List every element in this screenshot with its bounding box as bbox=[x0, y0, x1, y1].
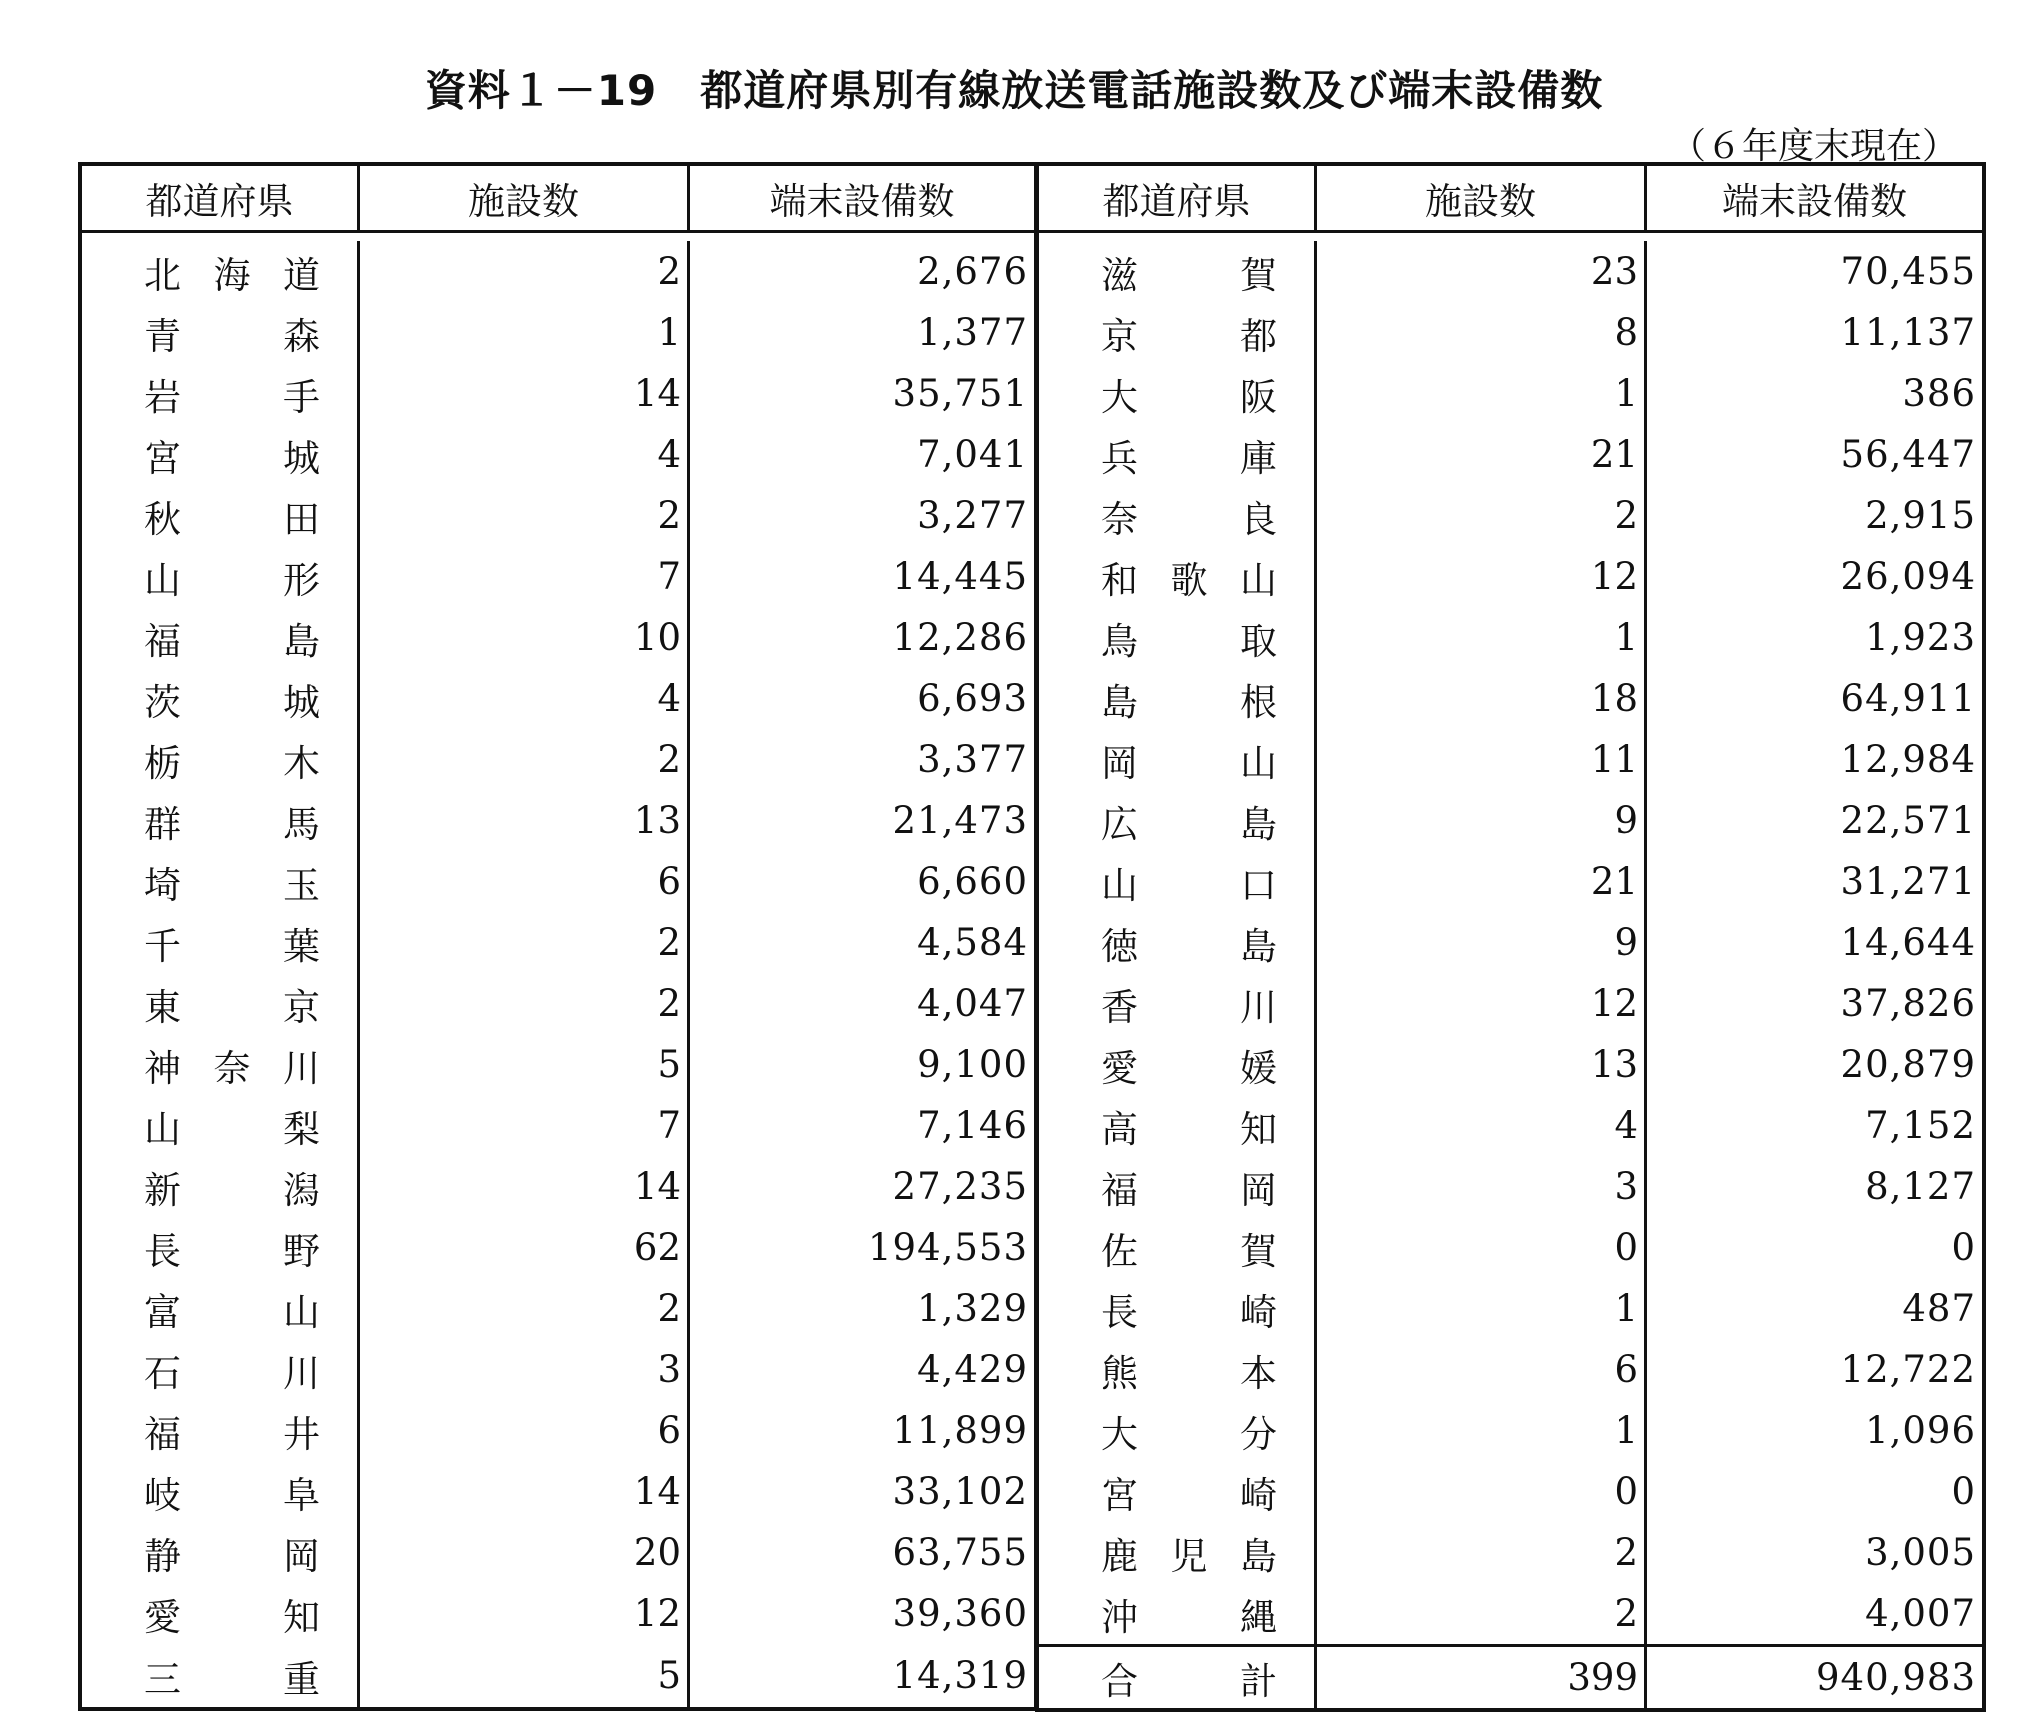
facilities-cell: 0 bbox=[1317, 1461, 1647, 1522]
terminals-cell: 1,923 bbox=[1865, 616, 1976, 659]
prefecture-cell bbox=[82, 607, 360, 668]
facilities-cell: 4 bbox=[1317, 1095, 1647, 1156]
table-row bbox=[82, 1644, 1034, 1707]
facilities-cell: 2 bbox=[360, 485, 690, 546]
prefecture-cell bbox=[1039, 973, 1317, 1034]
prefecture-cell bbox=[82, 912, 360, 973]
prefecture-cell bbox=[82, 363, 360, 424]
table-row bbox=[82, 607, 1034, 668]
prefecture-cell bbox=[1039, 241, 1317, 302]
prefecture-name: 岡山 bbox=[1101, 741, 1277, 785]
table-row bbox=[82, 1522, 1034, 1583]
table-row bbox=[1039, 424, 1982, 485]
prefecture-name: 佐賀 bbox=[1101, 1229, 1277, 1273]
facilities-cell: 5 bbox=[360, 1034, 690, 1095]
facilities-cell: 1 bbox=[360, 302, 690, 363]
facilities-cell: 13 bbox=[360, 790, 690, 851]
table-row bbox=[1039, 1095, 1982, 1156]
prefecture-cell bbox=[1039, 1217, 1317, 1278]
facilities-cell: 2 bbox=[360, 973, 690, 1034]
header-terminals: 端末設備数 bbox=[1722, 180, 1907, 223]
terminals-cell: 70,455 bbox=[1840, 250, 1976, 293]
prefecture-cell bbox=[82, 1095, 360, 1156]
prefecture-cell bbox=[1039, 607, 1317, 668]
prefecture-name: 大分 bbox=[1101, 1412, 1277, 1456]
total-facilities: 399 bbox=[1317, 1647, 1647, 1708]
total-row bbox=[1039, 1644, 1982, 1708]
terminals-cell: 4,047 bbox=[917, 982, 1028, 1025]
prefecture-name: 香川 bbox=[1101, 985, 1277, 1029]
table-row bbox=[1039, 1339, 1982, 1400]
table-row bbox=[82, 1217, 1034, 1278]
table-row bbox=[82, 729, 1034, 790]
prefecture-name: 大阪 bbox=[1101, 375, 1277, 419]
facilities-cell: 14 bbox=[360, 1156, 690, 1217]
table-row bbox=[1039, 546, 1982, 607]
facilities-cell: 6 bbox=[1317, 1339, 1647, 1400]
prefecture-name: 埼玉 bbox=[144, 863, 320, 907]
prefecture-cell bbox=[1039, 1278, 1317, 1339]
prefecture-cell bbox=[1039, 729, 1317, 790]
table-row bbox=[1039, 1034, 1982, 1095]
facilities-cell: 0 bbox=[1317, 1217, 1647, 1278]
prefecture-cell bbox=[82, 485, 360, 546]
prefecture-cell bbox=[1039, 485, 1317, 546]
prefecture-cell bbox=[1039, 1339, 1317, 1400]
prefecture-name: 神奈川 bbox=[144, 1046, 320, 1090]
terminals-cell: 6,660 bbox=[917, 860, 1028, 903]
prefecture-cell bbox=[82, 302, 360, 363]
facilities-cell: 12 bbox=[1317, 546, 1647, 607]
table-row bbox=[82, 1461, 1034, 1522]
prefecture-name: 東京 bbox=[144, 985, 320, 1029]
terminals-cell: 1,377 bbox=[917, 311, 1028, 354]
table-row bbox=[1039, 1522, 1982, 1583]
table-row bbox=[82, 241, 1034, 302]
total-label-cell bbox=[1039, 1647, 1317, 1708]
table-row bbox=[82, 302, 1034, 363]
prefecture-name: 宮崎 bbox=[1101, 1473, 1277, 1517]
prefecture-name: 福井 bbox=[144, 1412, 320, 1456]
terminals-cell: 35,751 bbox=[892, 372, 1028, 415]
table-row bbox=[1039, 1461, 1982, 1522]
terminals-cell: 22,571 bbox=[1840, 799, 1976, 842]
table-row bbox=[1039, 363, 1982, 424]
prefecture-cell bbox=[1039, 1034, 1317, 1095]
facilities-cell: 20 bbox=[360, 1522, 690, 1583]
prefecture-cell bbox=[1039, 668, 1317, 729]
terminals-cell: 4,429 bbox=[917, 1348, 1028, 1391]
terminals-cell: 7,152 bbox=[1865, 1104, 1976, 1147]
facilities-cell: 2 bbox=[360, 241, 690, 302]
terminals-cell: 21,473 bbox=[892, 799, 1028, 842]
prefecture-cell bbox=[1039, 302, 1317, 363]
table-row bbox=[1039, 1217, 1982, 1278]
facilities-cell: 2 bbox=[1317, 1522, 1647, 1583]
table-row bbox=[1039, 790, 1982, 851]
table-row bbox=[82, 1583, 1034, 1644]
fiscal-year-note: （６年度末現在） bbox=[1669, 126, 1958, 167]
terminals-cell: 4,007 bbox=[1865, 1592, 1976, 1635]
terminals-cell: 14,644 bbox=[1840, 921, 1976, 964]
header-facilities: 施設数 bbox=[1317, 166, 1647, 230]
prefecture-cell bbox=[1039, 1583, 1317, 1644]
terminals-cell: 0 bbox=[1951, 1226, 1976, 1269]
table-row bbox=[1039, 1400, 1982, 1461]
header-terminals: 端末設備数 bbox=[769, 180, 955, 223]
table-row bbox=[82, 1156, 1034, 1217]
table-row bbox=[1039, 729, 1982, 790]
prefecture-name: 愛知 bbox=[144, 1595, 320, 1639]
facilities-cell: 23 bbox=[1317, 241, 1647, 302]
table-row bbox=[82, 912, 1034, 973]
terminals-cell: 39,360 bbox=[892, 1592, 1028, 1635]
prefecture-name: 青森 bbox=[144, 314, 320, 358]
prefecture-name: 宮城 bbox=[144, 436, 320, 480]
prefecture-name: 滋賀 bbox=[1101, 253, 1277, 297]
terminals-cell: 3,005 bbox=[1865, 1531, 1976, 1574]
prefecture-cell bbox=[1039, 1461, 1317, 1522]
terminals-cell: 8,127 bbox=[1865, 1165, 1976, 1208]
table-header bbox=[82, 166, 1034, 233]
terminals-cell: 27,235 bbox=[892, 1165, 1028, 1208]
prefecture-name: 新潟 bbox=[144, 1168, 320, 1212]
terminals-cell: 12,286 bbox=[892, 616, 1028, 659]
prefecture-name: 山形 bbox=[144, 558, 320, 602]
table-left bbox=[78, 162, 1038, 1711]
terminals-cell: 14,319 bbox=[892, 1654, 1028, 1697]
prefecture-cell bbox=[82, 1278, 360, 1339]
terminals-cell: 37,826 bbox=[1840, 982, 1976, 1025]
prefecture-cell bbox=[1039, 546, 1317, 607]
table-row bbox=[82, 424, 1034, 485]
terminals-cell: 194,553 bbox=[867, 1226, 1028, 1269]
terminals-cell: 7,041 bbox=[917, 433, 1028, 476]
table-row bbox=[1039, 1156, 1982, 1217]
facilities-cell: 2 bbox=[360, 1278, 690, 1339]
facilities-cell: 4 bbox=[360, 668, 690, 729]
prefecture-name: 富山 bbox=[144, 1290, 320, 1334]
facilities-cell: 2 bbox=[1317, 485, 1647, 546]
facilities-cell: 62 bbox=[360, 1217, 690, 1278]
prefecture-name: 愛媛 bbox=[1101, 1046, 1277, 1090]
facilities-cell: 18 bbox=[1317, 668, 1647, 729]
header-prefecture: 都道府県 bbox=[1039, 166, 1317, 230]
terminals-cell: 33,102 bbox=[892, 1470, 1028, 1513]
prefecture-cell bbox=[82, 790, 360, 851]
terminals-cell: 7,146 bbox=[917, 1104, 1028, 1147]
prefecture-name: 奈良 bbox=[1101, 497, 1277, 541]
terminals-cell: 12,984 bbox=[1840, 738, 1976, 781]
table-row bbox=[1039, 241, 1982, 302]
facilities-cell: 3 bbox=[1317, 1156, 1647, 1217]
facilities-cell: 6 bbox=[360, 851, 690, 912]
table-row bbox=[82, 485, 1034, 546]
facilities-cell: 21 bbox=[1317, 851, 1647, 912]
table-header bbox=[1039, 166, 1982, 233]
terminals-cell: 1,329 bbox=[917, 1287, 1028, 1330]
terminals-cell: 64,911 bbox=[1840, 677, 1976, 720]
table-row bbox=[82, 363, 1034, 424]
terminals-cell: 12,722 bbox=[1840, 1348, 1976, 1391]
header-facilities: 施設数 bbox=[360, 166, 690, 230]
prefecture-cell bbox=[1039, 912, 1317, 973]
prefecture-cell bbox=[82, 1461, 360, 1522]
table-row bbox=[1039, 485, 1982, 546]
prefecture-cell bbox=[82, 851, 360, 912]
total-terminals: 940,983 bbox=[1815, 1656, 1976, 1699]
terminals-cell: 56,447 bbox=[1840, 433, 1976, 476]
prefecture-cell bbox=[82, 668, 360, 729]
prefecture-name: 秋田 bbox=[144, 497, 320, 541]
table-row bbox=[82, 668, 1034, 729]
facilities-cell: 3 bbox=[360, 1339, 690, 1400]
table-row bbox=[1039, 1278, 1982, 1339]
prefecture-cell bbox=[82, 424, 360, 485]
facilities-cell: 14 bbox=[360, 1461, 690, 1522]
facilities-cell: 1 bbox=[1317, 1278, 1647, 1339]
prefecture-cell bbox=[1039, 790, 1317, 851]
prefecture-cell bbox=[82, 241, 360, 302]
prefecture-name: 兵庫 bbox=[1101, 436, 1277, 480]
prefecture-name: 熊本 bbox=[1101, 1351, 1277, 1395]
facilities-cell: 8 bbox=[1317, 302, 1647, 363]
terminals-cell: 26,094 bbox=[1840, 555, 1976, 598]
prefecture-cell bbox=[82, 1522, 360, 1583]
terminals-cell: 14,445 bbox=[892, 555, 1028, 598]
prefecture-name: 徳島 bbox=[1101, 924, 1277, 968]
prefecture-cell bbox=[82, 1339, 360, 1400]
prefecture-cell bbox=[1039, 1156, 1317, 1217]
table-body bbox=[82, 233, 1034, 1707]
table-body bbox=[1039, 233, 1982, 1708]
facilities-cell: 9 bbox=[1317, 912, 1647, 973]
prefecture-cell bbox=[82, 729, 360, 790]
prefecture-name: 長崎 bbox=[1101, 1290, 1277, 1334]
prefecture-name: 三重 bbox=[144, 1657, 320, 1701]
terminals-cell: 11,137 bbox=[1840, 311, 1976, 354]
table-row bbox=[1039, 607, 1982, 668]
prefecture-cell bbox=[1039, 851, 1317, 912]
header-prefecture: 都道府県 bbox=[82, 166, 360, 230]
table-row bbox=[1039, 1583, 1982, 1644]
table-row bbox=[82, 790, 1034, 851]
document-title: 資料１－19 都道府県別有線放送電話施設数及び端末設備数 bbox=[424, 66, 1604, 115]
prefecture-name: 鳥取 bbox=[1101, 619, 1277, 663]
prefecture-cell bbox=[1039, 1400, 1317, 1461]
prefecture-name: 山口 bbox=[1101, 863, 1277, 907]
prefecture-cell bbox=[82, 1156, 360, 1217]
terminals-cell: 3,277 bbox=[917, 494, 1028, 537]
prefecture-name: 静岡 bbox=[144, 1534, 320, 1578]
table-row bbox=[1039, 851, 1982, 912]
terminals-cell: 0 bbox=[1951, 1470, 1976, 1513]
facilities-cell: 6 bbox=[360, 1400, 690, 1461]
prefecture-name: 長野 bbox=[144, 1229, 320, 1273]
prefecture-name: 千葉 bbox=[144, 924, 320, 968]
terminals-cell: 31,271 bbox=[1840, 860, 1976, 903]
prefecture-name: 鹿児島 bbox=[1101, 1534, 1277, 1578]
facilities-cell: 11 bbox=[1317, 729, 1647, 790]
prefecture-cell bbox=[1039, 424, 1317, 485]
facilities-cell: 7 bbox=[360, 1095, 690, 1156]
prefecture-name: 岩手 bbox=[144, 375, 320, 419]
prefecture-name: 北海道 bbox=[144, 253, 320, 297]
facilities-cell: 2 bbox=[360, 912, 690, 973]
prefecture-cell bbox=[82, 1400, 360, 1461]
prefecture-cell bbox=[82, 1217, 360, 1278]
prefecture-name: 高知 bbox=[1101, 1107, 1277, 1151]
facilities-cell: 1 bbox=[1317, 607, 1647, 668]
prefecture-name: 福岡 bbox=[1101, 1168, 1277, 1212]
terminals-cell: 3,377 bbox=[917, 738, 1028, 781]
terminals-cell: 6,693 bbox=[917, 677, 1028, 720]
prefecture-name: 島根 bbox=[1101, 680, 1277, 724]
table-row bbox=[1039, 668, 1982, 729]
facilities-cell: 4 bbox=[360, 424, 690, 485]
terminals-cell: 386 bbox=[1902, 372, 1976, 415]
prefecture-name: 茨城 bbox=[144, 680, 320, 724]
facilities-cell: 12 bbox=[1317, 973, 1647, 1034]
facilities-cell: 1 bbox=[1317, 1400, 1647, 1461]
facilities-cell: 14 bbox=[360, 363, 690, 424]
terminals-cell: 9,100 bbox=[917, 1043, 1028, 1086]
table-row bbox=[1039, 302, 1982, 363]
prefecture-name: 広島 bbox=[1101, 802, 1277, 846]
facilities-cell: 9 bbox=[1317, 790, 1647, 851]
prefecture-name: 京都 bbox=[1101, 314, 1277, 358]
prefecture-cell bbox=[1039, 363, 1317, 424]
prefecture-cell bbox=[1039, 1522, 1317, 1583]
prefecture-cell bbox=[82, 973, 360, 1034]
prefecture-name: 岐阜 bbox=[144, 1473, 320, 1517]
table-right bbox=[1035, 162, 1986, 1712]
terminals-cell: 11,899 bbox=[892, 1409, 1028, 1452]
table-row bbox=[82, 546, 1034, 607]
facilities-cell: 21 bbox=[1317, 424, 1647, 485]
table-row bbox=[82, 1400, 1034, 1461]
prefecture-cell bbox=[82, 1034, 360, 1095]
table-row bbox=[82, 1095, 1034, 1156]
facilities-cell: 13 bbox=[1317, 1034, 1647, 1095]
table-row bbox=[1039, 973, 1982, 1034]
prefecture-name: 福島 bbox=[144, 619, 320, 663]
table-row bbox=[82, 1278, 1034, 1339]
terminals-cell: 2,915 bbox=[1865, 494, 1976, 537]
prefecture-cell bbox=[82, 546, 360, 607]
total-label: 合計 bbox=[1101, 1659, 1277, 1703]
terminals-cell: 1,096 bbox=[1865, 1409, 1976, 1452]
terminals-cell: 20,879 bbox=[1840, 1043, 1976, 1086]
facilities-cell: 10 bbox=[360, 607, 690, 668]
prefecture-cell bbox=[82, 1644, 360, 1707]
facilities-cell: 7 bbox=[360, 546, 690, 607]
prefecture-cell bbox=[1039, 1095, 1317, 1156]
terminals-cell: 4,584 bbox=[917, 921, 1028, 964]
prefecture-name: 和歌山 bbox=[1101, 558, 1277, 602]
terminals-cell: 63,755 bbox=[892, 1531, 1028, 1574]
table-row bbox=[1039, 912, 1982, 973]
terminals-cell: 2,676 bbox=[917, 250, 1028, 293]
prefecture-name: 沖縄 bbox=[1101, 1595, 1277, 1639]
terminals-cell: 487 bbox=[1902, 1287, 1976, 1330]
table-row bbox=[82, 851, 1034, 912]
table-row bbox=[82, 1034, 1034, 1095]
prefecture-name: 栃木 bbox=[144, 741, 320, 785]
facilities-cell: 1 bbox=[1317, 363, 1647, 424]
table-row bbox=[82, 1339, 1034, 1400]
table-row bbox=[82, 973, 1034, 1034]
prefecture-name: 山梨 bbox=[144, 1107, 320, 1151]
prefecture-name: 石川 bbox=[144, 1351, 320, 1395]
prefecture-name: 群馬 bbox=[144, 802, 320, 846]
facilities-cell: 2 bbox=[360, 729, 690, 790]
prefecture-cell bbox=[82, 1583, 360, 1644]
facilities-cell: 12 bbox=[360, 1583, 690, 1644]
facilities-cell: 2 bbox=[1317, 1583, 1647, 1644]
facilities-cell: 5 bbox=[360, 1644, 690, 1707]
